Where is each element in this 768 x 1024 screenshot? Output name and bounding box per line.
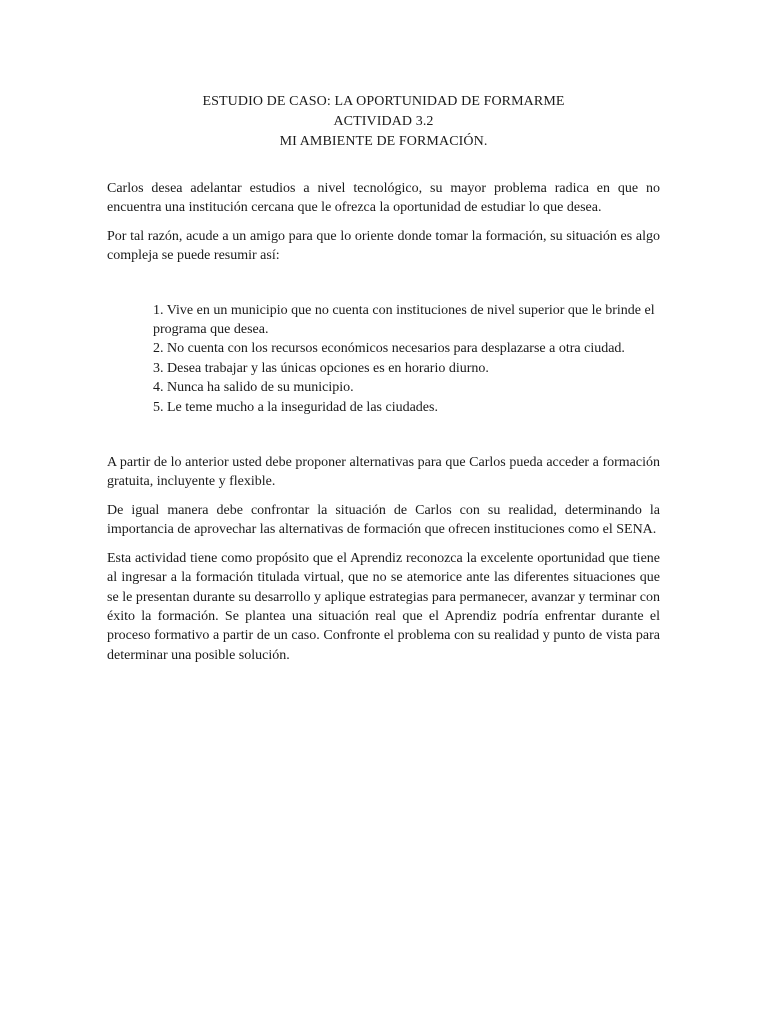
paragraph-purpose: Esta actividad tiene como propósito que el Aprendiz reconozca la excelente oportunidad que tiene al ingresar a la formación titulada virtual, que no se atemorice ante las diferentes situaciones que se le presentan durante su desarrollo y aplique estrategias para permanecer, avanzar y terminar con éxito la formación. Se plantea una situación real que el Aprendiz podría enfrentar durante el proceso formativo a partir de un caso. Confronte el problema con su realidad y punto de vista para determinar una posible solución. bbox=[107, 550, 660, 663]
paragraph-alternatives: A partir de lo anterior usted debe proponer alternativas para que Carlos pueda acceder a formación gratuita, incluyente y flexible. bbox=[107, 455, 660, 490]
title-line-environment: MI AMBIENTE DE FORMACIÓN. bbox=[279, 134, 488, 149]
list-item: 5. Le teme mucho a la inseguridad de las ciudades. bbox=[153, 399, 438, 415]
list-item: 3. Desea trabajar y las únicas opciones es en horario diurno. bbox=[153, 360, 489, 376]
list-item: 2. No cuenta con los recursos económicos necesarios para desplazarse a otra ciudad. bbox=[153, 341, 625, 357]
title-line-activity: ACTIVIDAD 3.2 bbox=[333, 114, 434, 129]
situation-list bbox=[107, 301, 660, 417]
paragraph-intro: Carlos desea adelantar estudios a nivel tecnológico, su mayor problema radica en que no encuentra una institución cercana que le ofrezca la oportunidad de estudiar lo que desea. bbox=[107, 181, 660, 216]
list-item: 1. Vive en un municipio que no cuenta con instituciones de nivel superior que le brinde el programa que desea. bbox=[153, 302, 655, 338]
paragraph-situation: Por tal razón, acude a un amigo para que lo oriente donde tomar la formación, su situación es algo compleja se puede resumir así: bbox=[107, 228, 660, 264]
paragraph-confront: De igual manera debe confrontar la situación de Carlos con su realidad, determinando la importancia de aprovechar las alternativas de formación que ofrecen instituciones como el SENA. bbox=[107, 502, 660, 538]
document-page bbox=[107, 92, 660, 665]
list-item: 4. Nunca ha salido de su municipio. bbox=[153, 380, 354, 396]
title-line-case-study: ESTUDIO DE CASO: LA OPORTUNIDAD DE FORMARME bbox=[202, 94, 565, 109]
document-title bbox=[107, 92, 660, 152]
